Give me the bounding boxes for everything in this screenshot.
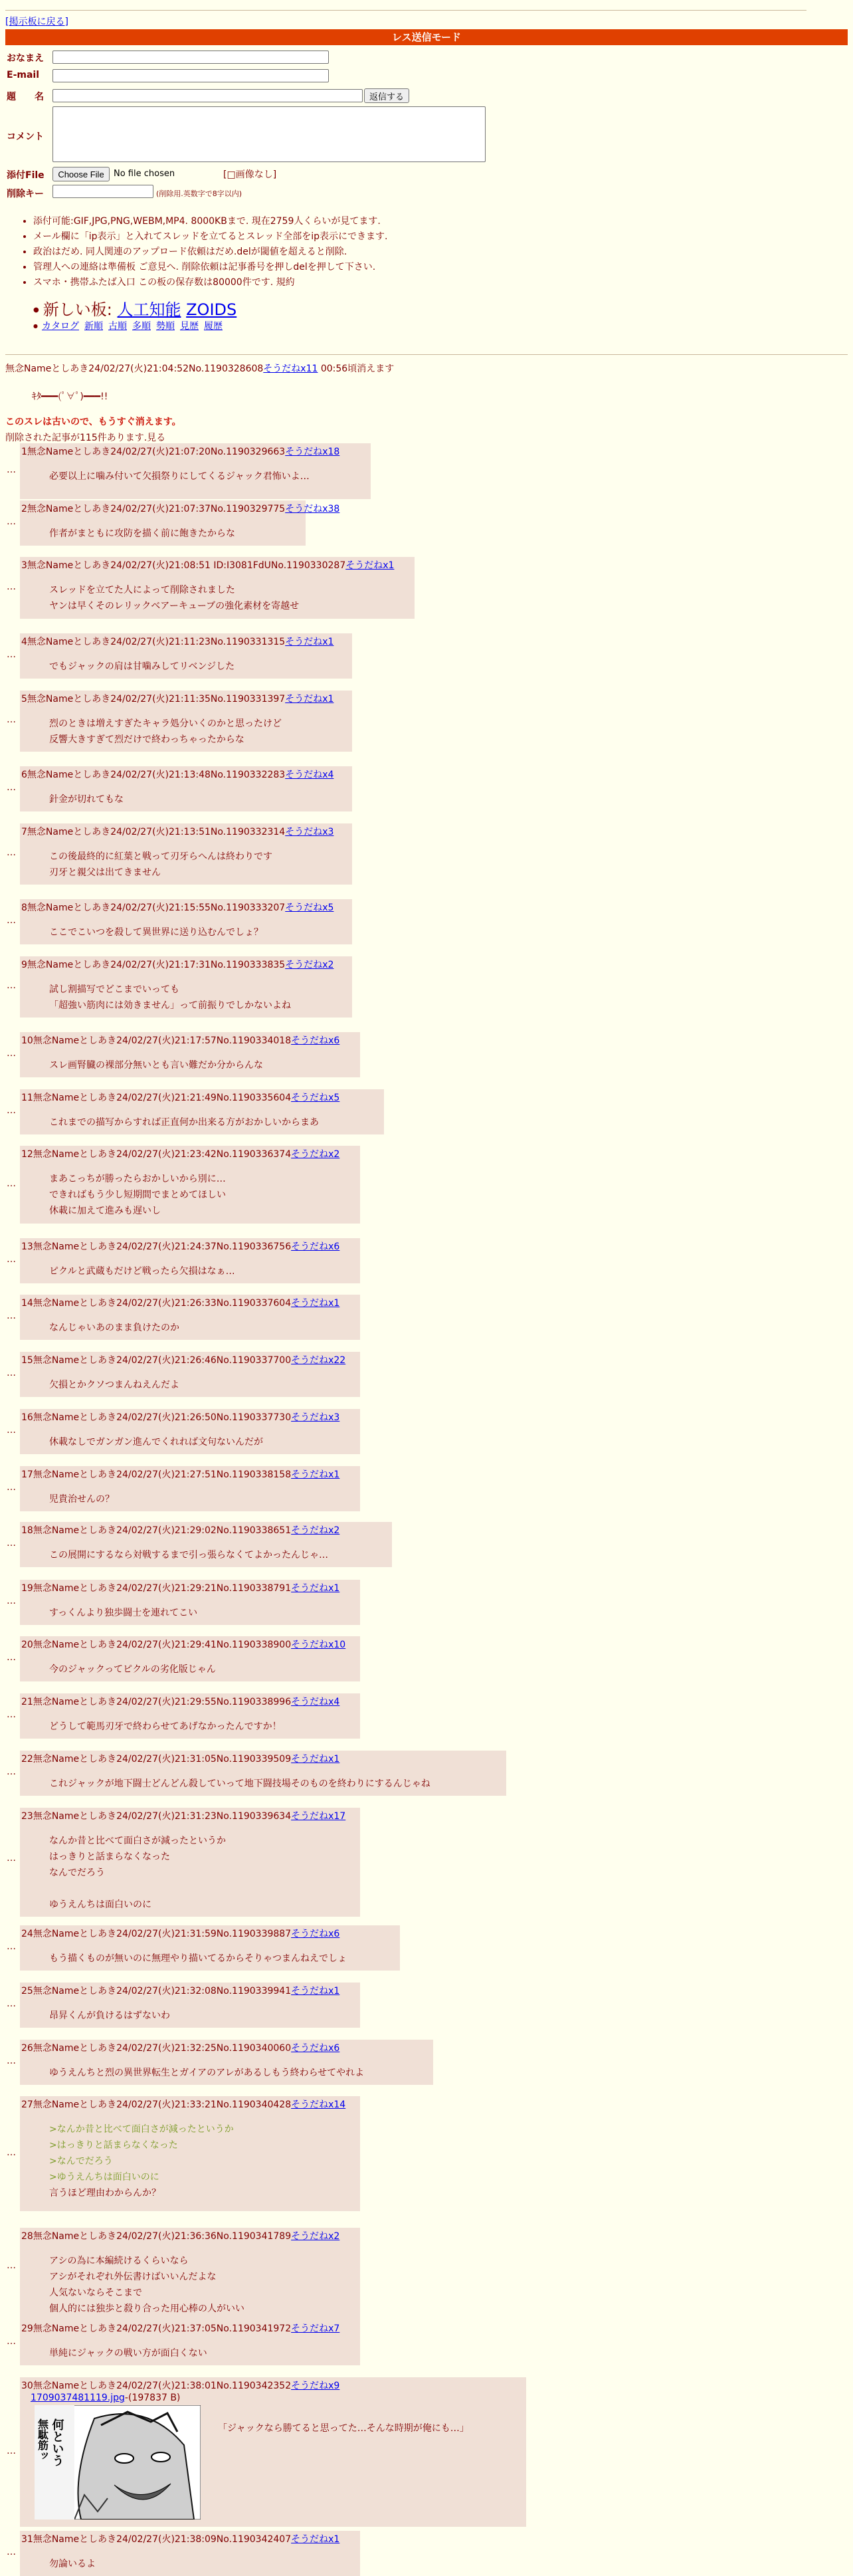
reply-post	[20, 1146, 360, 1224]
reply-ellipsis: …	[7, 1853, 16, 1864]
reply-line: 針金が切れてもな	[49, 794, 124, 805]
op-sodane-link[interactable]: そうだねx11	[263, 364, 318, 374]
reply-post	[20, 1925, 400, 1971]
reply-body	[49, 1320, 356, 1336]
quote-line: >ゆうえんちは面白いのに	[49, 2172, 159, 2183]
reply-ellipsis: …	[7, 2446, 16, 2456]
reply-post	[20, 443, 371, 499]
reply-header-text: 7無念Nameとしあき24/02/27(火)21:13:51No.1190332314	[21, 827, 286, 837]
reply-header	[21, 693, 348, 705]
section-divider	[5, 354, 848, 355]
reply-body	[49, 1434, 356, 1450]
image-block	[35, 2405, 522, 2520]
reply-header	[21, 636, 348, 648]
sodane-link[interactable]: そうだねx1	[291, 1583, 340, 1594]
top-rule	[5, 10, 806, 11]
reply-body	[49, 792, 348, 807]
sodane-link[interactable]: そうだねx2	[285, 960, 334, 970]
image-caption: 「ジャックなら勝てると思ってた…そんな時期が俺にも…」	[218, 2423, 469, 2434]
sodane-link[interactable]: そうだねx1	[291, 1986, 340, 1996]
reply-header	[21, 1753, 502, 1765]
reply-body	[49, 1263, 356, 1279]
sodane-link[interactable]: そうだねx6	[291, 1929, 340, 1939]
reply-post	[20, 899, 352, 944]
reply-post	[20, 1032, 360, 1077]
reply-header-text: 29無念Nameとしあき24/02/27(火)21:37:05No.1190341972	[21, 2323, 292, 2334]
reply-header	[21, 2533, 356, 2545]
viewed-history-link[interactable]: 見歴	[179, 321, 199, 332]
reply-ellipsis: …	[7, 1767, 16, 1777]
sodane-link[interactable]: そうだねx10	[291, 1640, 346, 1650]
reply-line: 必要以上に噛み付いて欠損祭りにしてくるジャック君怖いよ…	[49, 471, 310, 482]
reply-post	[20, 1808, 360, 1917]
reply-line: 単純にジャックの戦い方が面白くない	[49, 2348, 207, 2359]
new-order-link[interactable]: 新順	[84, 321, 103, 332]
image-link-line	[31, 2392, 522, 2404]
sodane-link[interactable]: そうだねx6	[291, 1241, 340, 1252]
op-body: ｷﾀ━━━(ﾟ∀ﾟ)━━━!!	[32, 391, 108, 402]
reply-header-text: 8無念Nameとしあき24/02/27(火)21:15:55No.1190333207	[21, 903, 286, 913]
no-image-checkbox[interactable]: [□画像なし]	[223, 169, 277, 180]
reply-header-text: 21無念Nameとしあき24/02/27(火)21:29:55No.1190338996	[21, 1697, 292, 1707]
reply-header-text: 12無念Nameとしあき24/02/27(火)21:23:42No.1190336374	[21, 1149, 292, 1160]
reply-body	[49, 1057, 356, 1073]
reply-line: 個人的には独歩と殺り合った用心棒の人がいい	[49, 2304, 244, 2314]
sodane-link[interactable]: そうだねx1	[291, 1469, 340, 1480]
reply-body	[49, 849, 348, 881]
reply-ellipsis: …	[7, 2336, 16, 2347]
reply-header	[21, 1985, 356, 1997]
reply-body	[49, 1171, 356, 1219]
reply-body	[49, 2008, 356, 2024]
reply-header	[21, 1582, 356, 1594]
new-board-link-ai[interactable]: 人工知能	[117, 300, 181, 319]
reply-header-text: 18無念Nameとしあき24/02/27(火)21:29:02No.1190338651	[21, 1525, 292, 1536]
reply-body	[49, 716, 348, 748]
new-board-line: ● 新しい板: 人工知能 ZOIDS	[33, 300, 237, 319]
reply-post	[20, 2377, 526, 2527]
reply-body	[49, 2065, 429, 2081]
sodane-link[interactable]: そうだねx3	[285, 827, 334, 837]
image-file-link[interactable]: 1709037481119.jpg	[31, 2393, 125, 2403]
reply-header	[21, 1354, 356, 1366]
new-board-label: 新しい板:	[43, 300, 112, 319]
reply-body	[49, 982, 348, 1014]
reply-post	[20, 1409, 360, 1454]
reply-header	[21, 1148, 356, 1160]
manga-thumbnail-image[interactable]	[35, 2405, 201, 2520]
reply-line: 休載に加えて進みも遅いし	[49, 1206, 161, 1216]
sodane-link[interactable]: そうだねx18	[285, 447, 340, 457]
reply-body	[49, 2556, 356, 2572]
comment-textarea[interactable]	[52, 106, 486, 162]
reply-line: 言うほど理由わからんか？	[49, 2188, 161, 2199]
reply-line: ここでこいつを殺して異世界に送り込むんでしょ？	[49, 927, 263, 938]
reply-post	[20, 1238, 360, 1283]
note-item: • メール欄に「ip表示」と入れてスレッドを立てるとスレッド全部をip表示にできます.	[33, 229, 387, 245]
sodane-link[interactable]: そうだねx17	[291, 1811, 346, 1822]
reply-line: できればもう少し短期間でまとめてほしい	[49, 1190, 226, 1200]
reply-ellipsis: …	[7, 1178, 16, 1189]
reply-ellipsis: …	[7, 516, 16, 527]
reply-header-text: 15無念Nameとしあき24/02/27(火)21:26:46No.1190337700	[21, 1355, 292, 1366]
sodane-link[interactable]: そうだねx22	[291, 1355, 346, 1366]
reply-ellipsis: …	[7, 1311, 16, 1321]
reply-body	[49, 924, 348, 940]
sodane-link[interactable]: そうだねx1	[345, 560, 395, 571]
no-file-chosen-text: No file chosen	[114, 169, 175, 179]
reply-header-text: 6無念Nameとしあき24/02/27(火)21:13:48No.1190332283	[21, 770, 286, 780]
reply-header-text: 2無念Nameとしあき24/02/27(火)21:07:37No.1190329775	[21, 504, 286, 514]
reply-header	[21, 1469, 356, 1481]
reply-line: ゆうえんちは面白いのに	[49, 1899, 151, 1910]
reply-header-text: 30無念Nameとしあき24/02/27(火)21:38:01No.1190342352	[21, 2381, 292, 2391]
reply-header	[21, 2230, 356, 2242]
reply-line: ゆうえんちと烈の異世界転生とガイアのアレがあるしもう終わらせてやれよ	[49, 2068, 365, 2078]
sodane-link[interactable]: そうだねx1	[291, 1754, 340, 1765]
reply-line: どうして範馬刃牙で終わらせてあげなかったんですか！	[49, 1721, 282, 1732]
reply-line: 「超強い筋肉には効きません」って前振りでしかないよね	[49, 1000, 291, 1011]
reply-header-text: 4無念Nameとしあき24/02/27(火)21:11:23No.1190331315	[21, 637, 286, 647]
catalog-link[interactable]: カタログ	[41, 321, 79, 332]
reply-line: ヤンは早くそのレリックベアーキューブの強化素材を寄越せ	[49, 601, 300, 611]
reply-body	[49, 659, 348, 675]
delete-key-hint: (削除用.英数字で8字以内)	[156, 189, 242, 198]
reply-line: 欠損とかクソつまんねえんだよ	[49, 1380, 179, 1390]
reply-header-text: 23無念Nameとしあき24/02/27(火)21:31:23No.1190339634	[21, 1811, 292, 1822]
sodane-link[interactable]: そうだねx2	[291, 1525, 340, 1536]
note-item: • 政治はだめ. 同人関連のアップロード依頼はだめ.delが閾値を超えると削除.	[33, 245, 387, 260]
reply-header-text: 26無念Nameとしあき24/02/27(火)21:32:25No.1190340060	[21, 2043, 292, 2054]
reply-ellipsis: …	[7, 2260, 16, 2271]
reply-line: なんじゃいあのまま負けたのか	[49, 1323, 179, 1333]
sodane-link[interactable]: そうだねx1	[285, 694, 334, 704]
reply-ellipsis: …	[7, 1709, 16, 1720]
reply-body	[49, 1951, 396, 1967]
reply-post	[20, 1295, 360, 1340]
name-label: おなまえ	[7, 53, 44, 64]
reply-ellipsis: …	[7, 1482, 16, 1493]
quote-line: >なんでだろう	[49, 2156, 113, 2167]
reply-header-text: 31無念Nameとしあき24/02/27(火)21:38:09No.1190342407	[21, 2534, 292, 2545]
email-input[interactable]	[52, 69, 329, 82]
reply-header	[21, 902, 348, 914]
sodane-link[interactable]: そうだねx5	[291, 1093, 340, 1103]
reply-ellipsis: …	[7, 1652, 16, 1663]
reply-line: この展開にするなら対戦するまで引っ張らなくてよかったんじゃ…	[49, 1550, 328, 1560]
op-header	[5, 362, 394, 375]
reply-mode-bar: レス送信モード	[5, 29, 848, 45]
reply-post	[20, 1089, 384, 1134]
reply-post	[20, 2228, 360, 2321]
reply-ellipsis: …	[7, 1254, 16, 1265]
back-to-board-link[interactable]: [掲示板に戻る]	[5, 17, 68, 27]
reply-header	[21, 560, 411, 572]
reply-post	[20, 633, 352, 679]
sodane-link[interactable]: そうだねx1	[285, 637, 334, 647]
reply-line: アシの為に本編続けるくらいなら	[49, 2256, 189, 2266]
reply-post	[20, 2320, 360, 2365]
quote-line: >はっきりと話まらなくなった	[49, 2140, 178, 2151]
reply-header	[21, 2323, 356, 2335]
reply-header	[21, 959, 348, 971]
choose-file-button[interactable]: Choose File	[52, 167, 110, 181]
note-item: • 管理人への連絡は準備板 ご意見へ. 削除依頼は記事番号を押しdelを押して下さい.	[33, 260, 387, 275]
sodane-link[interactable]: そうだねx6	[291, 1035, 340, 1046]
reply-post	[20, 1352, 360, 1397]
delete-key-label: 削除キー	[7, 189, 44, 199]
email-label: E-mail	[7, 70, 40, 80]
reply-line: 勿論いるよ	[49, 2559, 96, 2569]
reply-ellipsis: …	[7, 1368, 16, 1378]
reply-ellipsis: …	[7, 1048, 16, 1059]
reply-post	[20, 2531, 360, 2576]
reply-ellipsis: …	[7, 2056, 16, 2066]
reply-line: でもジャックの肩は甘噛みしてリベンジした	[49, 661, 235, 672]
image-text-side: 無駄筋ッ	[36, 2418, 49, 2461]
reply-post	[20, 557, 415, 619]
file-label: 添付File	[7, 170, 45, 181]
reply-body	[49, 2345, 356, 2361]
reply-header-text: 10無念Nameとしあき24/02/27(火)21:17:57No.1190334018	[21, 1035, 292, 1046]
reply-body	[49, 582, 411, 614]
image-text-top: 何という	[50, 2418, 64, 2466]
reply-body	[49, 1833, 356, 1913]
reply-ellipsis: …	[7, 1941, 16, 1952]
reply-body	[49, 1776, 502, 1792]
reply-line: 烈のときは増えすぎたキャラ処分いくのかと思ったけど	[49, 718, 282, 729]
reply-line: 反響大きすぎて烈だけで終わっちゃったからな	[49, 734, 244, 745]
board-notes	[33, 214, 387, 290]
reply-header	[21, 1525, 388, 1537]
reply-line: 人気ないならそこまで	[49, 2288, 142, 2298]
reply-header	[21, 446, 367, 458]
reply-post	[20, 691, 352, 752]
note-item: • スマホ・携帯ふたば入口 この板の保存数は80000件です. 規約	[33, 275, 387, 290]
reply-header	[21, 1696, 356, 1708]
reply-header	[21, 503, 340, 515]
reply-header-text: 9無念Nameとしあき24/02/27(火)21:17:31No.1190333835	[21, 960, 286, 970]
reply-header-text: 16無念Nameとしあき24/02/27(火)21:26:50No.1190337730	[21, 1412, 292, 1423]
reply-header	[21, 1241, 356, 1253]
reply-line: なんか昔と比べて面白さが減ったというか	[49, 1836, 226, 1846]
reply-line: スレ画腎臓の裸部分無いとも言い難だか分からんな	[49, 1060, 263, 1071]
reply-header	[21, 2380, 522, 2392]
old-order-link[interactable]: 古順	[108, 321, 127, 332]
reply-body	[49, 2121, 356, 2201]
reply-header-text: 14無念Nameとしあき24/02/27(火)21:26:33No.1190337604	[21, 1298, 292, 1309]
reply-line: 作者がまともに攻防を描く前に飽きたからな	[49, 528, 235, 539]
reply-post	[20, 1636, 360, 1681]
op-header-text: 無念Nameとしあき24/02/27(火)21:04:52No.1190328608	[5, 364, 264, 374]
reply-ellipsis: …	[7, 582, 16, 592]
reply-header-text: 3無念Nameとしあき24/02/27(火)21:08:51 ID:I3081FdUNo.1190330287	[21, 560, 346, 571]
momentum-order-link[interactable]: 勢順	[155, 321, 175, 332]
submit-reply-button[interactable]: 返信する	[364, 88, 409, 103]
reply-header-text: 11無念Nameとしあき24/02/27(火)21:21:49No.1190335604	[21, 1093, 292, 1103]
reply-line: なんでだろう	[49, 1868, 105, 1878]
reply-ellipsis: …	[7, 2147, 16, 2158]
reply-line: 今のジャックってピクルの劣化版じゃん	[49, 1664, 216, 1675]
reply-body	[49, 526, 302, 542]
reply-header	[21, 1092, 380, 1104]
reply-body	[49, 1605, 356, 1621]
reply-line: スレッドを立てた人によって削除されました	[49, 585, 235, 595]
reply-header-text: 25無念Nameとしあき24/02/27(火)21:32:08No.1190339941	[21, 1986, 292, 1996]
reply-ellipsis: …	[7, 649, 16, 660]
sodane-link[interactable]: そうだねx9	[291, 2381, 340, 2391]
reply-header	[21, 1928, 396, 1940]
sodane-link[interactable]: そうだねx1	[291, 2534, 340, 2545]
reply-post	[20, 1580, 360, 1625]
reply-header	[21, 1412, 356, 1424]
reply-header-text: 22無念Nameとしあき24/02/27(火)21:31:05No.1190339509	[21, 1754, 292, 1765]
reply-line: これジャックが地下闘士どんどん殺していって地下闘技場そのものを終わりにするんじゃね	[49, 1778, 430, 1789]
reply-line: これまでの描写からすれば正直何か出来る方がおかしいからまあ	[49, 1117, 319, 1128]
sodane-link[interactable]: そうだねx2	[291, 1149, 340, 1160]
reply-header	[21, 2042, 429, 2054]
reply-line: もう描くものが無いのに無理やり描いてるからそりゃつまんねえでしょ	[49, 1953, 347, 1964]
catalog-links: ● カタログ 新順 古順 多順 勢順 見歴 履歴	[33, 321, 223, 332]
sodane-link[interactable]: そうだねx5	[285, 903, 334, 913]
reply-line: まあこっちが勝ったらおかしいから別に…	[49, 1174, 226, 1184]
reply-post	[20, 956, 352, 1018]
reply-ellipsis: …	[7, 2547, 16, 2557]
reply-line: アシがそれぞれ外伝書けばいいんだよな	[49, 2272, 217, 2282]
reply-header-text: 24無念Nameとしあき24/02/27(火)21:31:59No.1190339887	[21, 1929, 292, 1939]
image-size: -(197837 B)	[124, 2393, 181, 2403]
reply-header	[21, 1297, 356, 1309]
subject-input[interactable]	[52, 89, 363, 102]
reply-header-text: 5無念Nameとしあき24/02/27(火)21:11:35No.1190331397	[21, 694, 286, 704]
reply-header-text: 28無念Nameとしあき24/02/27(火)21:36:36No.1190341789	[21, 2231, 292, 2242]
reply-line: 昂昇くんが負けるはずないわ	[49, 2010, 170, 2021]
reply-header	[21, 2099, 356, 2111]
reply-ellipsis: …	[7, 1596, 16, 1606]
sodane-link[interactable]: そうだねx7	[291, 2323, 340, 2334]
reply-line: すっくんより独歩闘士を連れてこい	[49, 1608, 198, 1618]
old-thread-warning: このスレは古いので、もうすぐ消えます。	[5, 417, 181, 427]
sodane-link[interactable]: そうだねx1	[291, 1298, 340, 1309]
reply-post	[20, 500, 340, 546]
many-order-link[interactable]: 多順	[132, 321, 151, 332]
sodane-link[interactable]: そうだねx2	[291, 2231, 340, 2242]
reply-ellipsis: …	[7, 915, 16, 926]
quote-line: >なんか昔と比べて面白さが減ったというか	[49, 2124, 234, 2135]
reply-body	[49, 1719, 356, 1735]
reply-body	[49, 1377, 356, 1393]
reply-line: はっきりと話まらなくなった	[49, 1852, 170, 1862]
reply-post	[20, 2096, 360, 2211]
reply-line: ピクルと武蔵もだけど戦ったら欠損はなぁ…	[49, 1266, 235, 1277]
reply-ellipsis: …	[7, 1105, 16, 1116]
sodane-link[interactable]: そうだねx4	[291, 1697, 340, 1707]
reply-body	[49, 469, 367, 484]
reply-post	[20, 2040, 433, 2085]
reply-body	[49, 2253, 356, 2317]
reply-body	[49, 1491, 356, 1507]
comment-label: コメント	[7, 132, 44, 142]
reply-line: 刃牙と親父は出てきません	[49, 867, 161, 878]
reply-post	[20, 766, 352, 811]
reply-header	[21, 769, 348, 781]
reply-ellipsis: …	[7, 782, 16, 793]
op-expire-text: 00:56頃消えます	[318, 364, 395, 374]
reply-header	[21, 1639, 356, 1651]
reply-ellipsis: …	[7, 1538, 16, 1549]
delete-key-input[interactable]	[52, 185, 153, 198]
reply-post	[20, 1522, 392, 1567]
reply-header	[21, 1035, 356, 1047]
reply-header-text: 20無念Nameとしあき24/02/27(火)21:29:41No.1190338900	[21, 1640, 292, 1650]
reply-body	[49, 1662, 356, 1677]
sodane-link[interactable]: そうだねx4	[285, 770, 334, 780]
reply-header-text: 17無念Nameとしあき24/02/27(火)21:27:51No.1190338158	[21, 1469, 292, 1480]
reply-line: 試し割描写でどこまでいっても	[49, 984, 179, 995]
reply-body	[49, 1115, 380, 1130]
deleted-posts-notice: 削除された記事が115件あります.見る	[5, 433, 166, 443]
sodane-link[interactable]: そうだねx38	[285, 504, 340, 514]
reply-header	[21, 826, 348, 838]
reply-line: この後最終的に紅葉と戦って刃牙らへんは終わりです	[49, 851, 272, 862]
post-history-link[interactable]: 履歴	[203, 321, 223, 332]
reply-ellipsis: …	[7, 714, 16, 725]
reply-post	[20, 1693, 360, 1739]
reply-header-text: 27無念Nameとしあき24/02/27(火)21:33:21No.1190340428	[21, 2099, 292, 2110]
reply-ellipsis: …	[7, 1425, 16, 1436]
reply-header-text: 19無念Nameとしあき24/02/27(火)21:29:21No.1190338791	[21, 1583, 292, 1594]
reply-body	[49, 1547, 388, 1563]
reply-header-text: 13無念Nameとしあき24/02/27(火)21:24:37No.1190336756	[21, 1241, 292, 1252]
reply-line: 児貴治せんの？	[49, 1494, 114, 1505]
note-item: • 添付可能:GIF,JPG,PNG,WEBM,MP4. 8000KBまで. 現在2759人くらいが見てます.	[33, 214, 387, 229]
reply-header	[21, 1810, 356, 1822]
sodane-link[interactable]: そうだねx3	[291, 1412, 340, 1423]
reply-ellipsis: …	[7, 465, 16, 475]
sodane-link[interactable]: そうだねx14	[291, 2099, 346, 2110]
new-board-link-zoids[interactable]: ZOIDS	[186, 300, 237, 319]
reply-ellipsis: …	[7, 980, 16, 991]
reply-post	[20, 1983, 360, 2028]
reply-header-text: 1無念Nameとしあき24/02/27(火)21:07:20No.1190329663	[21, 447, 286, 457]
reply-post	[20, 1751, 506, 1796]
reply-line	[49, 1881, 356, 1897]
sodane-link[interactable]: そうだねx6	[291, 2043, 340, 2054]
reply-ellipsis: …	[7, 1998, 16, 2009]
subject-label: 題 名	[7, 92, 44, 102]
reply-post	[20, 1466, 360, 1511]
reply-post	[20, 823, 352, 885]
reply-line: 休載なしでガンガン進んでくれれば文句ないんだが	[49, 1437, 263, 1448]
name-input[interactable]	[52, 51, 329, 64]
reply-ellipsis: …	[7, 847, 16, 858]
